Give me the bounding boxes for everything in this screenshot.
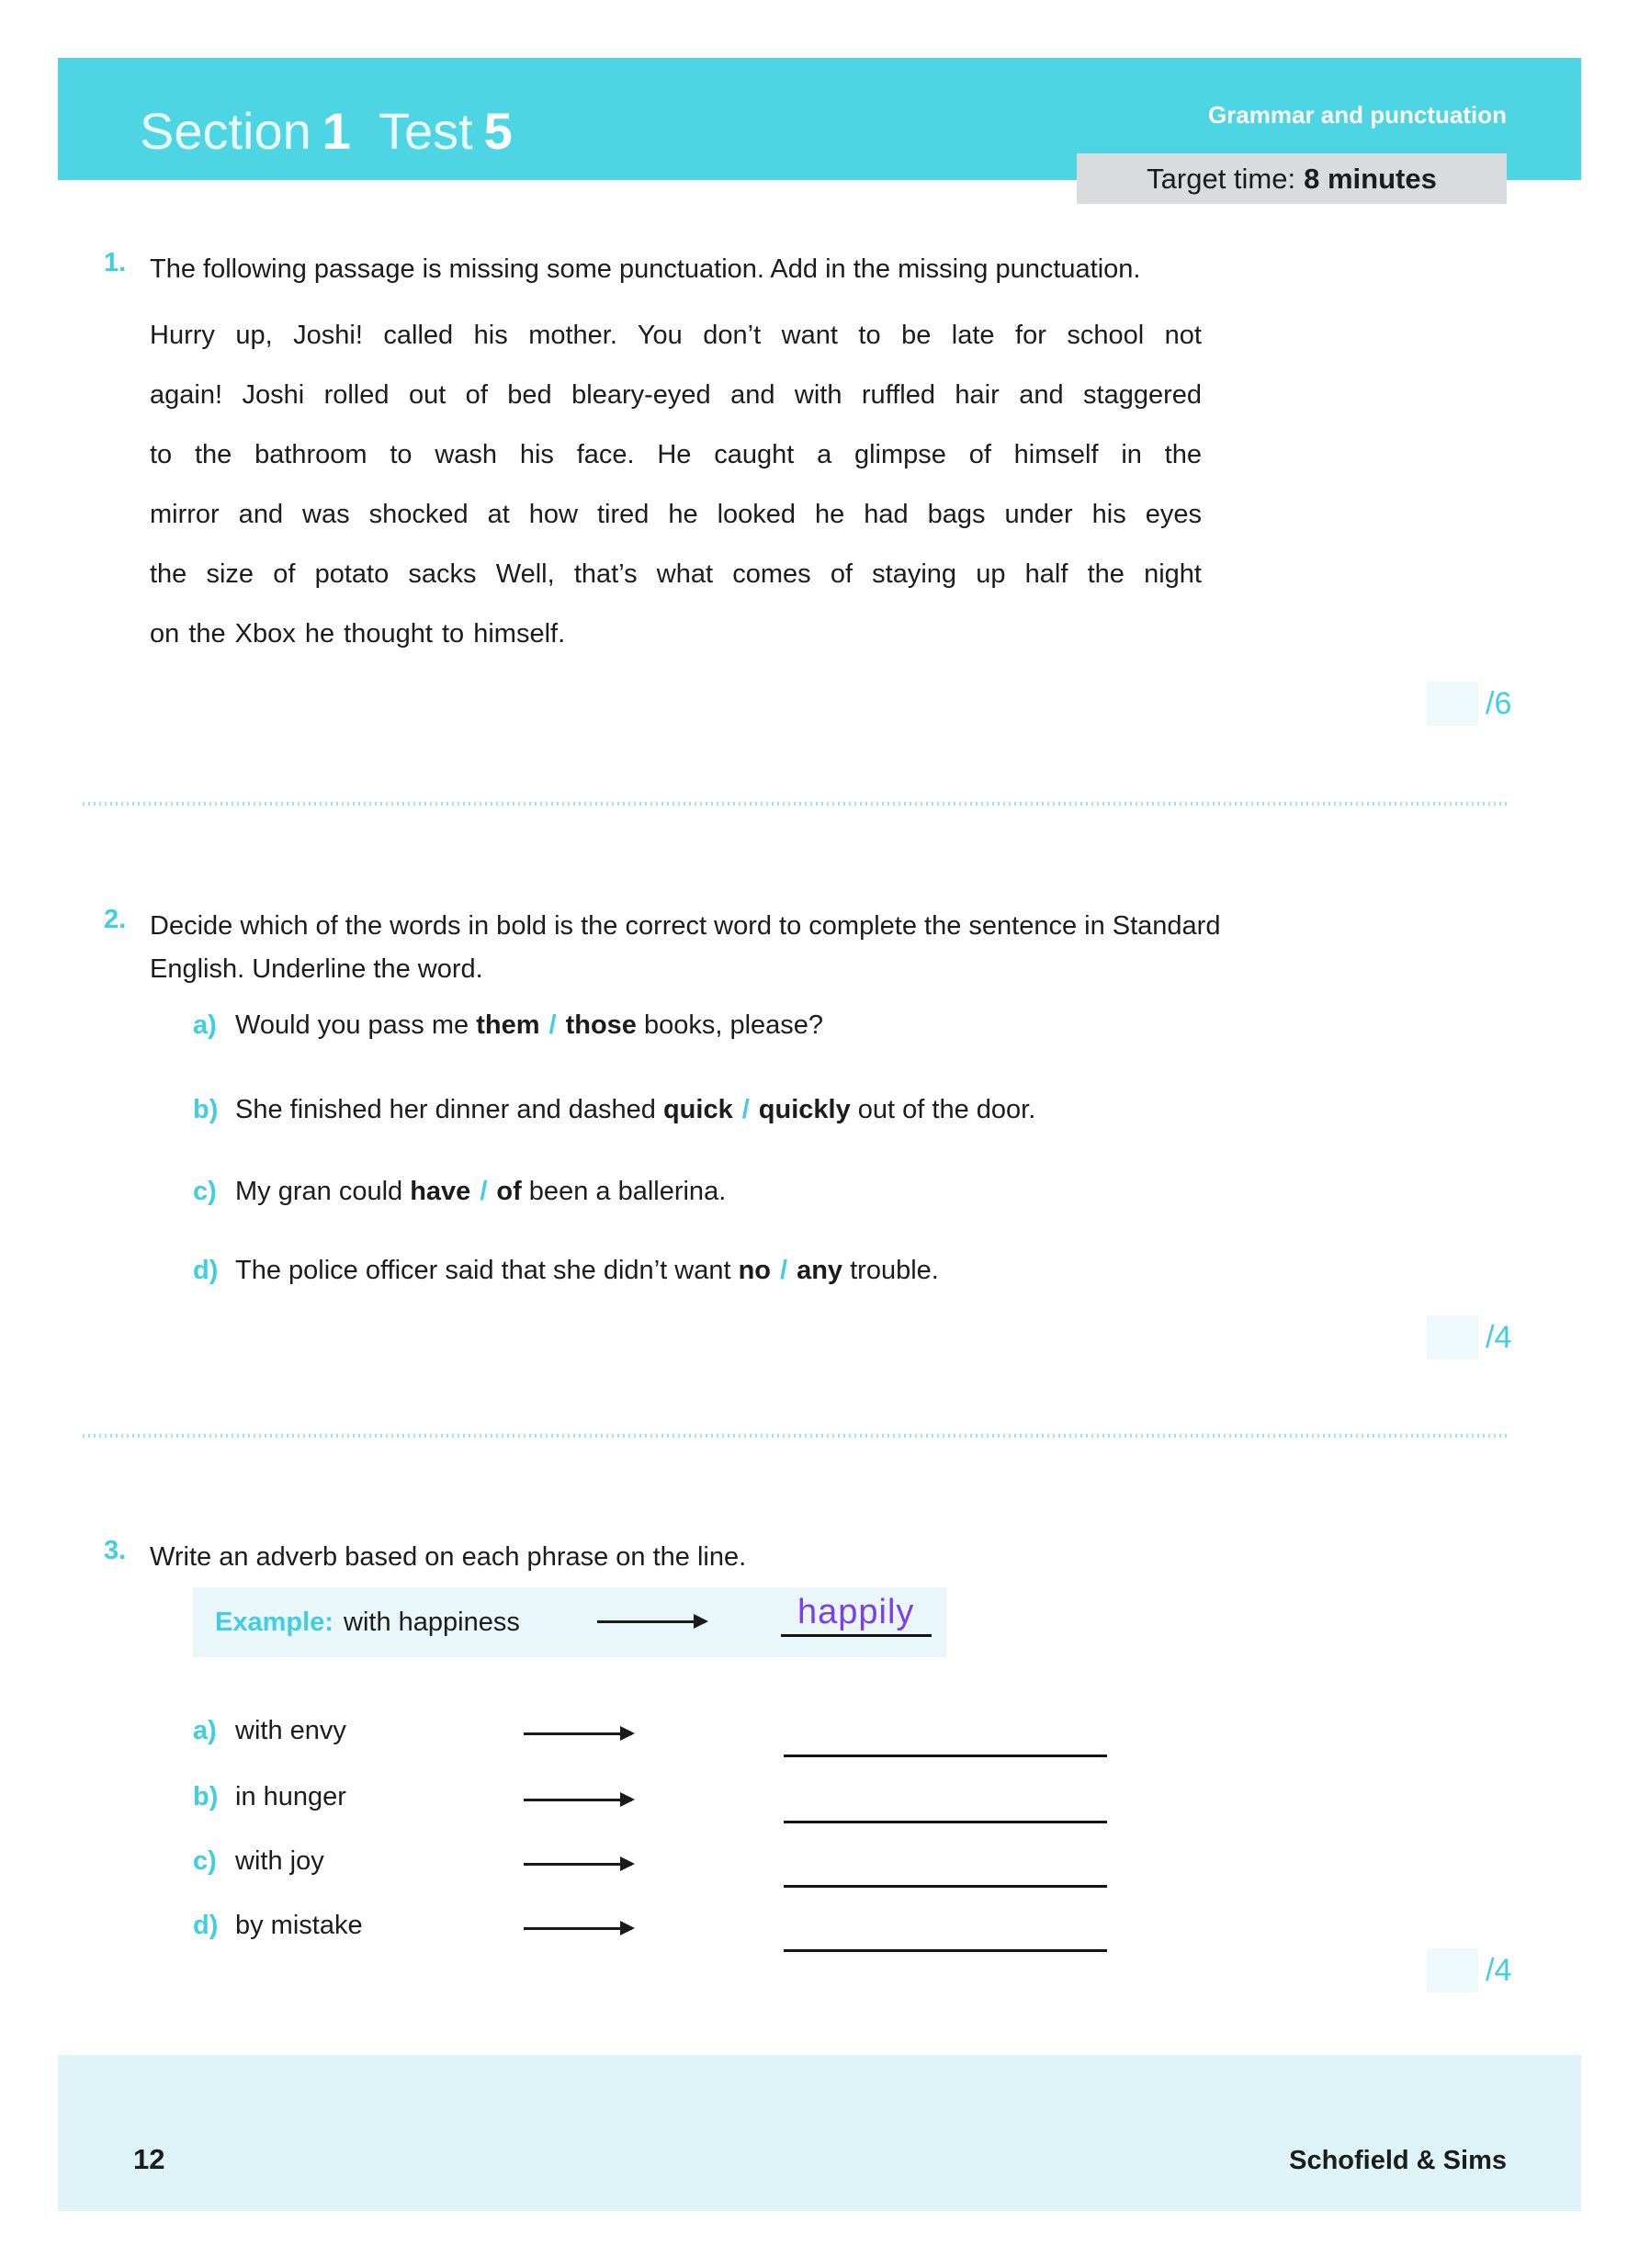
- passage-line[interactable]: mirror and was shocked at how tired he looked he had bags under his eyes: [150, 500, 1202, 529]
- phrase-text: with envy: [235, 1716, 346, 1745]
- item-letter: a): [193, 1010, 217, 1040]
- question-1-prompt: The following passage is missing some punctuation. Add in the missing punctuation.: [150, 254, 1141, 284]
- word-choice-sentence: [235, 1256, 939, 1286]
- adverb-row: [0, 1846, 1639, 1892]
- choice-word-1[interactable]: quick: [662, 1095, 733, 1124]
- arrow-icon: [597, 1620, 706, 1623]
- choice-word-1[interactable]: have: [410, 1177, 471, 1206]
- sentence-pre: Would you pass me: [235, 1010, 477, 1040]
- choice-word-2[interactable]: of: [496, 1177, 522, 1206]
- passage-line[interactable]: to the bathroom to wash his face. He caught a glimpse of himself in the: [150, 440, 1202, 469]
- page-title: [140, 102, 513, 160]
- score-entry-box[interactable]: [1427, 682, 1478, 726]
- target-time-label: Target time:: [1147, 162, 1296, 195]
- example-box: [193, 1587, 946, 1657]
- choice-word-1[interactable]: them: [476, 1010, 540, 1040]
- score-entry-box[interactable]: [1427, 1315, 1478, 1360]
- target-time-value: 8 minutes: [1304, 162, 1437, 195]
- item-letter: a): [193, 1716, 217, 1745]
- arrow-icon: [524, 1927, 632, 1930]
- footer-band: [58, 2055, 1581, 2211]
- choice-separator: /: [480, 1177, 488, 1206]
- item-letter: d): [193, 1256, 219, 1285]
- sentence-post: books, please?: [636, 1010, 824, 1040]
- item-letter: c): [193, 1177, 217, 1206]
- passage-line[interactable]: again! Joshi rolled out of bed bleary-eyed and with ruffled hair and staggered: [150, 380, 1202, 410]
- choice-word-2[interactable]: any: [797, 1256, 843, 1285]
- section-number: 1: [322, 102, 351, 160]
- example-answer: happily: [797, 1593, 915, 1631]
- score-total: /4: [1486, 1952, 1512, 1988]
- choice-word-2[interactable]: quickly: [758, 1095, 851, 1124]
- choice-word-1[interactable]: no: [738, 1256, 771, 1285]
- word-choice-sentence: [235, 1177, 726, 1207]
- sentence-post: been a ballerina.: [521, 1177, 727, 1206]
- page-number: 12: [133, 2143, 165, 2175]
- punctuation-passage[interactable]: [150, 306, 1202, 664]
- score-total: /6: [1486, 685, 1512, 721]
- item-letter: b): [193, 1095, 219, 1124]
- choice-word-2[interactable]: those: [565, 1010, 637, 1040]
- phrase-text: in hunger: [235, 1782, 346, 1811]
- question-3-number: 3.: [104, 1536, 127, 1565]
- choice-separator: /: [741, 1095, 750, 1124]
- arrow-icon: [524, 1732, 632, 1735]
- answer-line[interactable]: [784, 1716, 1107, 1757]
- question-2-number: 2.: [104, 905, 127, 934]
- item-letter: b): [193, 1782, 219, 1811]
- choice-separator: /: [548, 1010, 557, 1040]
- answer-line[interactable]: [784, 1782, 1107, 1823]
- sentence-pre: The police officer said that she didn’t want: [235, 1256, 739, 1285]
- dotted-divider: [83, 1434, 1507, 1438]
- question-1-score: [1427, 682, 1511, 726]
- example-label: Example:: [215, 1608, 333, 1637]
- answer-line[interactable]: [784, 1911, 1107, 1952]
- publisher-name: Schofield & Sims: [1289, 2146, 1507, 2175]
- sentence-pre: My gran could: [235, 1177, 411, 1206]
- arrow-icon: [524, 1863, 632, 1866]
- question-3-prompt: Write an adverb based on each phrase on the line.: [150, 1542, 747, 1572]
- passage-line[interactable]: the size of potato sacks Well, that’s what comes of staying up half the night: [150, 559, 1202, 589]
- question-3-score: [1427, 1948, 1511, 1992]
- passage-line[interactable]: on the Xbox he thought to himself.: [150, 619, 566, 649]
- question-2-score: [1427, 1315, 1511, 1360]
- phrase-text: by mistake: [235, 1911, 363, 1940]
- score-total: /4: [1486, 1319, 1512, 1355]
- section-word: Section: [140, 102, 311, 160]
- subject-label: Grammar and punctuation: [1207, 101, 1507, 129]
- item-letter: c): [193, 1846, 217, 1876]
- question-1-number: 1.: [104, 248, 127, 277]
- item-letter: d): [193, 1911, 219, 1940]
- phrase-text: with joy: [235, 1846, 324, 1876]
- test-number: 5: [483, 102, 513, 160]
- adverb-row: [0, 1782, 1639, 1828]
- word-choice-sentence: [235, 1095, 1035, 1125]
- word-choice-sentence: [235, 1010, 823, 1041]
- arrow-icon: [524, 1799, 632, 1801]
- passage-line[interactable]: Hurry up, Joshi! called his mother. You don’t want to be late for school not: [150, 321, 1202, 350]
- dotted-divider: [83, 802, 1507, 806]
- target-time-box: [1077, 153, 1507, 204]
- test-word: Test: [378, 102, 473, 160]
- score-entry-box[interactable]: [1427, 1948, 1478, 1992]
- adverb-row: [0, 1911, 1639, 1957]
- example-phrase: with happiness: [344, 1608, 520, 1637]
- adverb-row: [0, 1716, 1639, 1762]
- choice-separator: /: [780, 1256, 788, 1285]
- sentence-post: out of the door.: [850, 1095, 1036, 1124]
- question-2-prompt: Decide which of the words in bold is the correct word to complete the sentence in Standard English. Underline the word.: [150, 911, 1221, 984]
- answer-line[interactable]: [784, 1846, 1107, 1888]
- sentence-pre: She finished her dinner and dashed: [235, 1095, 663, 1124]
- sentence-post: trouble.: [842, 1256, 939, 1285]
